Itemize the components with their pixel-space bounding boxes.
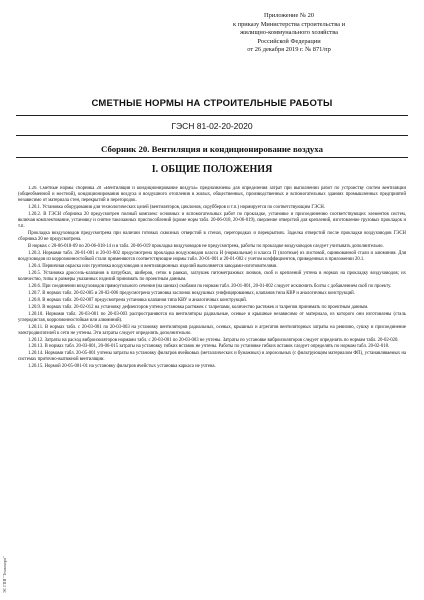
paragraph: 1.20.14. Нормами табл. 20-05-001 учтены затраты на установку фильтров ячейковых (металлических и бумажных) и аэрозольных (с фильтрующим материалом ФП), устанавливаемых на системах приточно-вытяжной вентиляции.: [18, 351, 406, 363]
paragraph: 1.20.13. В нормах табл. 20-03-001, 20-06-015 затраты на установку гибких вставок не учтены. Работы по установке гибких вставок следует определять по нормам табл. 20-02-018.: [28, 344, 390, 350]
appendix-line: Приложение № 20: [264, 12, 314, 19]
paragraph: 1.20.8. В нормах табл. 20-02-007 предусмотрена установка клапанов типа КВУ и аналогичных конструкций.: [28, 297, 247, 303]
paragraph: 1.20.15. Нормой 20-05-001-01 на установку фильтров ячейстых установка каркаса не учтена.: [28, 364, 216, 370]
paragraph: 1.20. Сметные нормы сборника 20 «Вентиляция и кондиционирование воздуха» предназначены для определения затрат при выполнении работ по устройству систем вентиляции (общеобменной и местной), кондиционирования воздуха и воздушного отопления в жилых, общественных, производственных и вспомогательных зданиях промышленных предприятий независимо от материала стен, перекрытий и перегородок.: [18, 186, 406, 204]
appendix-line: Российской Федерации: [257, 37, 321, 45]
paragraph: В нормах с 20-06-018-09 по 20-06-018-14 и в табл. 20-06-019 прокладка воздуховодов не предусмотрена, работы по прокладке воздуховодов следует учитывать дополнительно.: [28, 243, 384, 249]
appendix-line: от 26 декабря 2019 г. № 871/пр: [247, 46, 331, 54]
side-stamp-text: ЭС ГПИ "Технокорп": [2, 556, 7, 593]
paragraph: Прокладка воздуховодов предусмотрена при наличии готовых сквозных отверстий в стенах, перегородках и перекрытиях. Заделка отверстий после прокладки воздуховодов ГЭСН сборника 20 не предусмотрена.: [18, 231, 406, 243]
divider-line: [16, 135, 408, 136]
paragraph: 1.20.2. В ГЭСН сборника 20 предусмотрен полный комплекс основных и вспомогательных работ по прокладке, установке и присоединению соответствующих элементов систем, включая комплектование, установку и снятие такелажных приспособлений (кроме норм табл. 20-06-018, 20-06-019), сверление отверстий для креплений, изготовление грузовых прокладок и т.п.: [18, 211, 406, 230]
section-title: I. ОБЩИЕ ПОЛОЖЕНИЯ: [151, 164, 273, 175]
paragraph: 1.20.5. Установка дроссель-клапанов в патрубках, шиберов, сеток в рамках, заглушек питометражных лючков, скоб и креплений учтена в нормах на прокладку воздуховодов; их количество, типы и размеры указанных изделий принимать по проектным данным.: [18, 270, 406, 282]
paragraph: 1.20.6. При соединении воздуховодов прямоугольного сечения (на шинах) скобами по нормам табл. 20-01-001, 20-01-002 следует исключить болты с добавлением скоб по проекту.: [28, 283, 392, 289]
paragraph: 1.20.1. Установка оборудования для технологических целей (вентиляторов, циклонов, скрубберов и т.п.) нормируется по соответствующим ГЭСН.: [28, 205, 325, 211]
body-text: [18, 186, 406, 594]
divider-line: [16, 157, 408, 158]
paragraph: 1.20.11. В нормах табл. с 20-03-001 по 20-03-003 на установку вентиляторов радиальных, осевых, крышных и агрегатов вентиляторных затраты на ревизию, сушку и присоединение электродвигателей к сети не учтены. Эти затраты следует определять дополнительно.: [18, 324, 406, 336]
paragraph: 1.20.10. Нормами табл. 20-03-001 по 20-03-003 распространяются на вентиляторы радиальные, осевые и крышные независимо от материала, из которого они изготовлены (сталь углеродистая, коррозионностойкая или алюминий).: [18, 311, 406, 323]
paragraph: 1.20.4. Первичная окраска или грунтовка воздуховодов и вентиляционных изделий выполняется заводами-изготовителями.: [28, 263, 278, 269]
appendix-line: к приказу Министерства строительства и: [232, 20, 346, 28]
paragraph: 1.20.9. В нормах табл. 20-02-012 на установку дефлекторов учтена установка растяжек с талрепами, количество растяжек и талрепов принимать по проектным данным.: [28, 304, 369, 310]
main-title: СМЕТНЫЕ НОРМЫ НА СТРОИТЕЛЬНЫЕ РАБОТЫ: [91, 98, 333, 109]
divider-line: [16, 115, 408, 116]
paragraph: 1.20.3. Нормами табл. 20-01-001 и 20-01-002 предусмотрена прокладка воздуховодов класса Н (нормальные) и класса П (плотные) из листовой, оцинкованной стали и алюминия. Для воздуховодов из коррозионностойкой стали применяются соответствующие нормы табл. 20-01-001 и 20-01-002 с учетом коэффициентов, приведенных в приложении 20.1.: [18, 250, 406, 262]
paragraph: 1.20.12. Затраты на расход виброизоляторов нормами табл. с 20-03-001 по 20-03-003 не учтены. Затраты по установке виброизоляторов следует определять по нормам табл. 20-02-020.: [28, 337, 399, 343]
paragraph: 1.20.7. В нормах табл. 20-02-005 и 20-02-006 предусмотрена установка заслонок воздушных унифицированных, клапанов типа КВР и аналогичных конструкций.: [28, 290, 355, 296]
appendix-header: [194, 12, 384, 55]
collection-title: Сборник 20. Вентиляция и кондиционирование воздуха: [101, 144, 323, 154]
appendix-line: жилищно-коммунального хозяйства: [240, 29, 338, 37]
standard-code: ГЭСН 81-02-20-2020: [171, 121, 253, 131]
